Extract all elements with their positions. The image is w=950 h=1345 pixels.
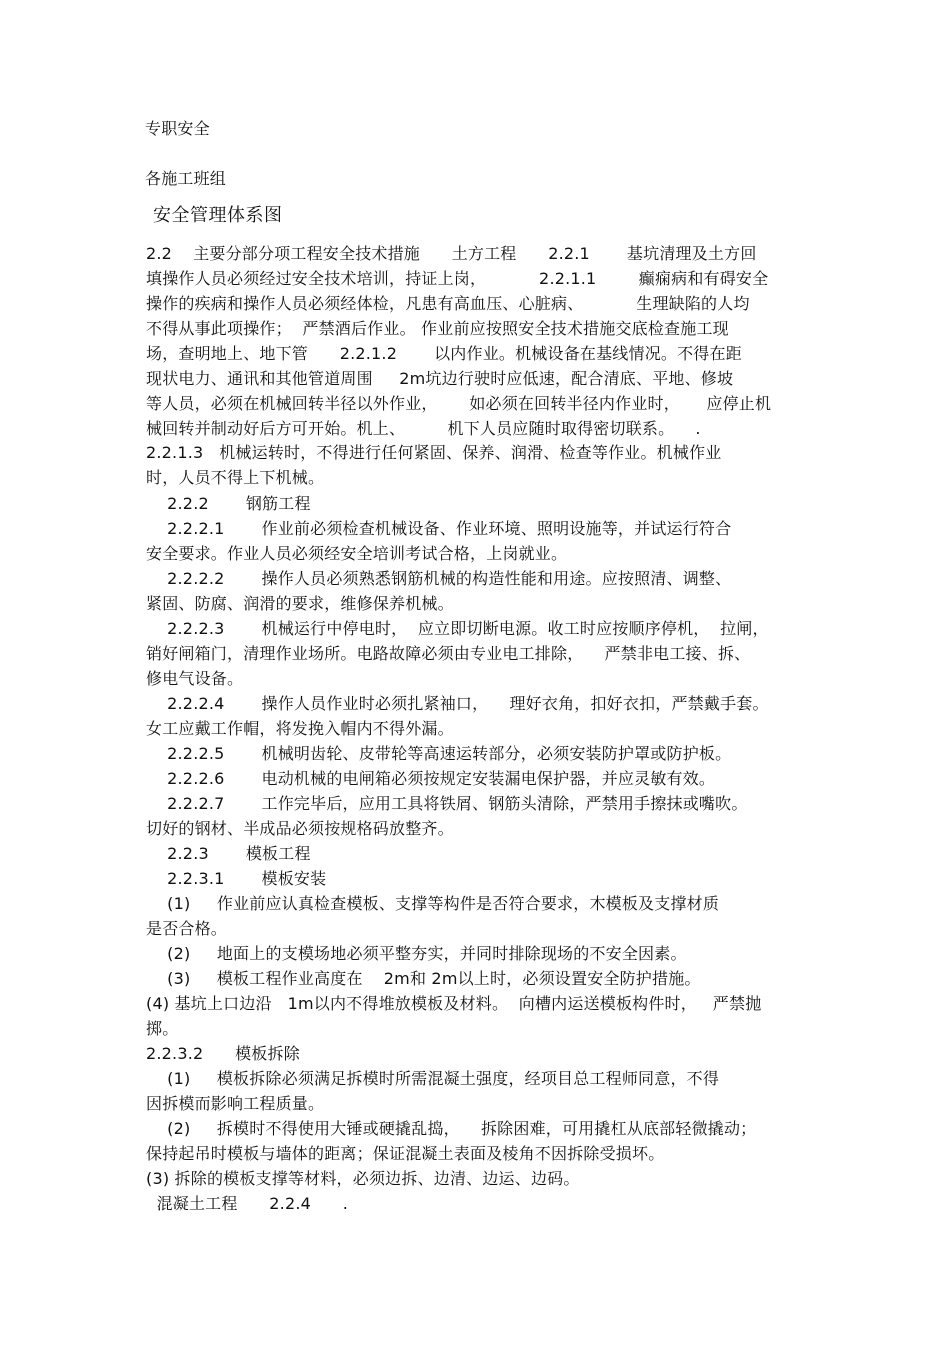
body-line: 时，人员不得上下机械。 bbox=[146, 468, 325, 487]
body-line: 械回转并制动好后方可开始。机上、 机下人员应随时取得密切联系。 . bbox=[146, 419, 701, 438]
body-line: 2.2.2.7 工作完毕后，应用工具将铁屑、钢筋头清除，严禁用手擦抹或嘴吹。 bbox=[146, 794, 748, 813]
body-line: (2) 拆模时不得使用大锤或硬撬乱捣， 拆除困难，可用撬杠从底部轻微撬动； bbox=[146, 1119, 757, 1138]
body-line: 因拆模而影响工程质量。 bbox=[146, 1094, 325, 1113]
body-line: 2.2.2.2 操作人员必须熟悉钢筋机械的构造性能和用途。应按照清、调整、 bbox=[146, 569, 732, 588]
body-line: 保持起吊时模板与墙体的距离；保证混凝土表面及棱角不因拆除受损坏。 bbox=[146, 1144, 665, 1163]
body-line: (3) 拆除的模板支撑等材料，必须边拆、边清、边运、边码。 bbox=[146, 1169, 580, 1188]
body-line: 混凝土工程 2.2.4 . bbox=[146, 1194, 349, 1213]
body-line: 安全要求。作业人员必须经安全培训考试合格，上岗就业。 bbox=[146, 544, 568, 563]
body-line: 2.2.1.3 机械运转时，不得进行任何紧固、保养、润滑、检查等作业。机械作业 bbox=[146, 443, 722, 462]
body-line: 修电气设备。 bbox=[146, 669, 244, 688]
body-line: (1) 模板拆除必须满足拆模时所需混凝土强度，经项目总工程师同意，不得 bbox=[146, 1069, 720, 1088]
body-line: (2) 地面上的支模场地必须平整夯实，并同时排除现场的不安全因素。 bbox=[146, 944, 687, 963]
body-line: 2.2.3 模板工程 bbox=[146, 844, 311, 863]
body-line: 销好闸箱门，清理作业场所。电路故障必须由专业电工排除， 严禁非电工接、拆、 bbox=[146, 644, 751, 663]
body-line: (3) 模板工程作业高度在 2m和 2m以上时，必须设置安全防护措施。 bbox=[146, 969, 701, 988]
figure-caption: 安全管理体系图 bbox=[153, 205, 283, 226]
body-line: 2.2.2.3 机械运行中停电时， 应立即切断电源。收工时应按顺序停机， 拉闸， bbox=[146, 619, 769, 638]
body-line: 2.2.3.1 模板安装 bbox=[146, 869, 327, 888]
body-line: 填操作人员必须经过安全技术培训，持证上岗， 2.2.1.1 癫痫病和有碍安全 bbox=[146, 269, 769, 288]
header-line-1: 专职安全 bbox=[145, 119, 210, 138]
body-line: 切好的钢材、半成品必须按规格码放整齐。 bbox=[146, 819, 454, 838]
body-line: 女工应戴工作帽，将发挽入帽内不得外漏。 bbox=[146, 719, 454, 738]
body-line: 2.2.2.5 机械明齿轮、皮带轮等高速运转部分，必须安装防护罩或防护板。 bbox=[146, 744, 732, 763]
header-line-2: 各施工班组 bbox=[145, 169, 227, 188]
body-line: (4) 基坑上口边沿 1m以内不得堆放模板及材料。 向槽内运送模板构件时， 严禁抛 bbox=[146, 994, 762, 1013]
body-line: 2.2.2.1 作业前必须检查机械设备、作业环境、照明设施等，并试运行符合 bbox=[146, 519, 732, 538]
body-line: 操作的疾病和操作人员必须经体检，凡患有高血压、心脏病、 生理缺陷的人均 bbox=[146, 294, 750, 313]
body-line: 2.2.2.6 电动机械的电闸箱必须按规定安装漏电保护器，并应灵敏有效。 bbox=[146, 769, 716, 788]
body-line: 不得从事此项操作； 严禁酒后作业。 作业前应按照安全技术措施交底检查施工现 bbox=[146, 319, 729, 338]
body-line: 现状电力、通讯和其他管道周围 2m坑边行驶时应低速，配合清底、平地、修坡 bbox=[146, 369, 734, 388]
body-line: 掷。 bbox=[146, 1019, 179, 1038]
body-line: 场，查明地上、地下管 2.2.1.2 以内作业。机械设备在基线情况。不得在距 bbox=[146, 344, 742, 363]
body-line: 2.2.2 钢筋工程 bbox=[146, 494, 311, 513]
body-line: 等人员，必须在机械回转半径以外作业， 如必须在回转半径内作业时， 应停止机 bbox=[146, 394, 772, 413]
body-line: 2.2.2.4 操作人员作业时必须扎紧袖口， 理好衣角，扣好衣扣，严禁戴手套。 bbox=[146, 694, 769, 713]
body-line: 2.2 主要分部分项工程安全技术措施 土方工程 2.2.1 基坑清理及土方回 bbox=[146, 244, 757, 263]
body-line: 2.2.3.2 模板拆除 bbox=[146, 1044, 300, 1063]
body-line: 紧固、防腐、润滑的要求，维修保养机械。 bbox=[146, 594, 454, 613]
body-line: 是否合格。 bbox=[146, 919, 228, 938]
body-line: (1) 作业前应认真检查模板、支撑等构件是否符合要求，木模板及支撑材质 bbox=[146, 894, 720, 913]
